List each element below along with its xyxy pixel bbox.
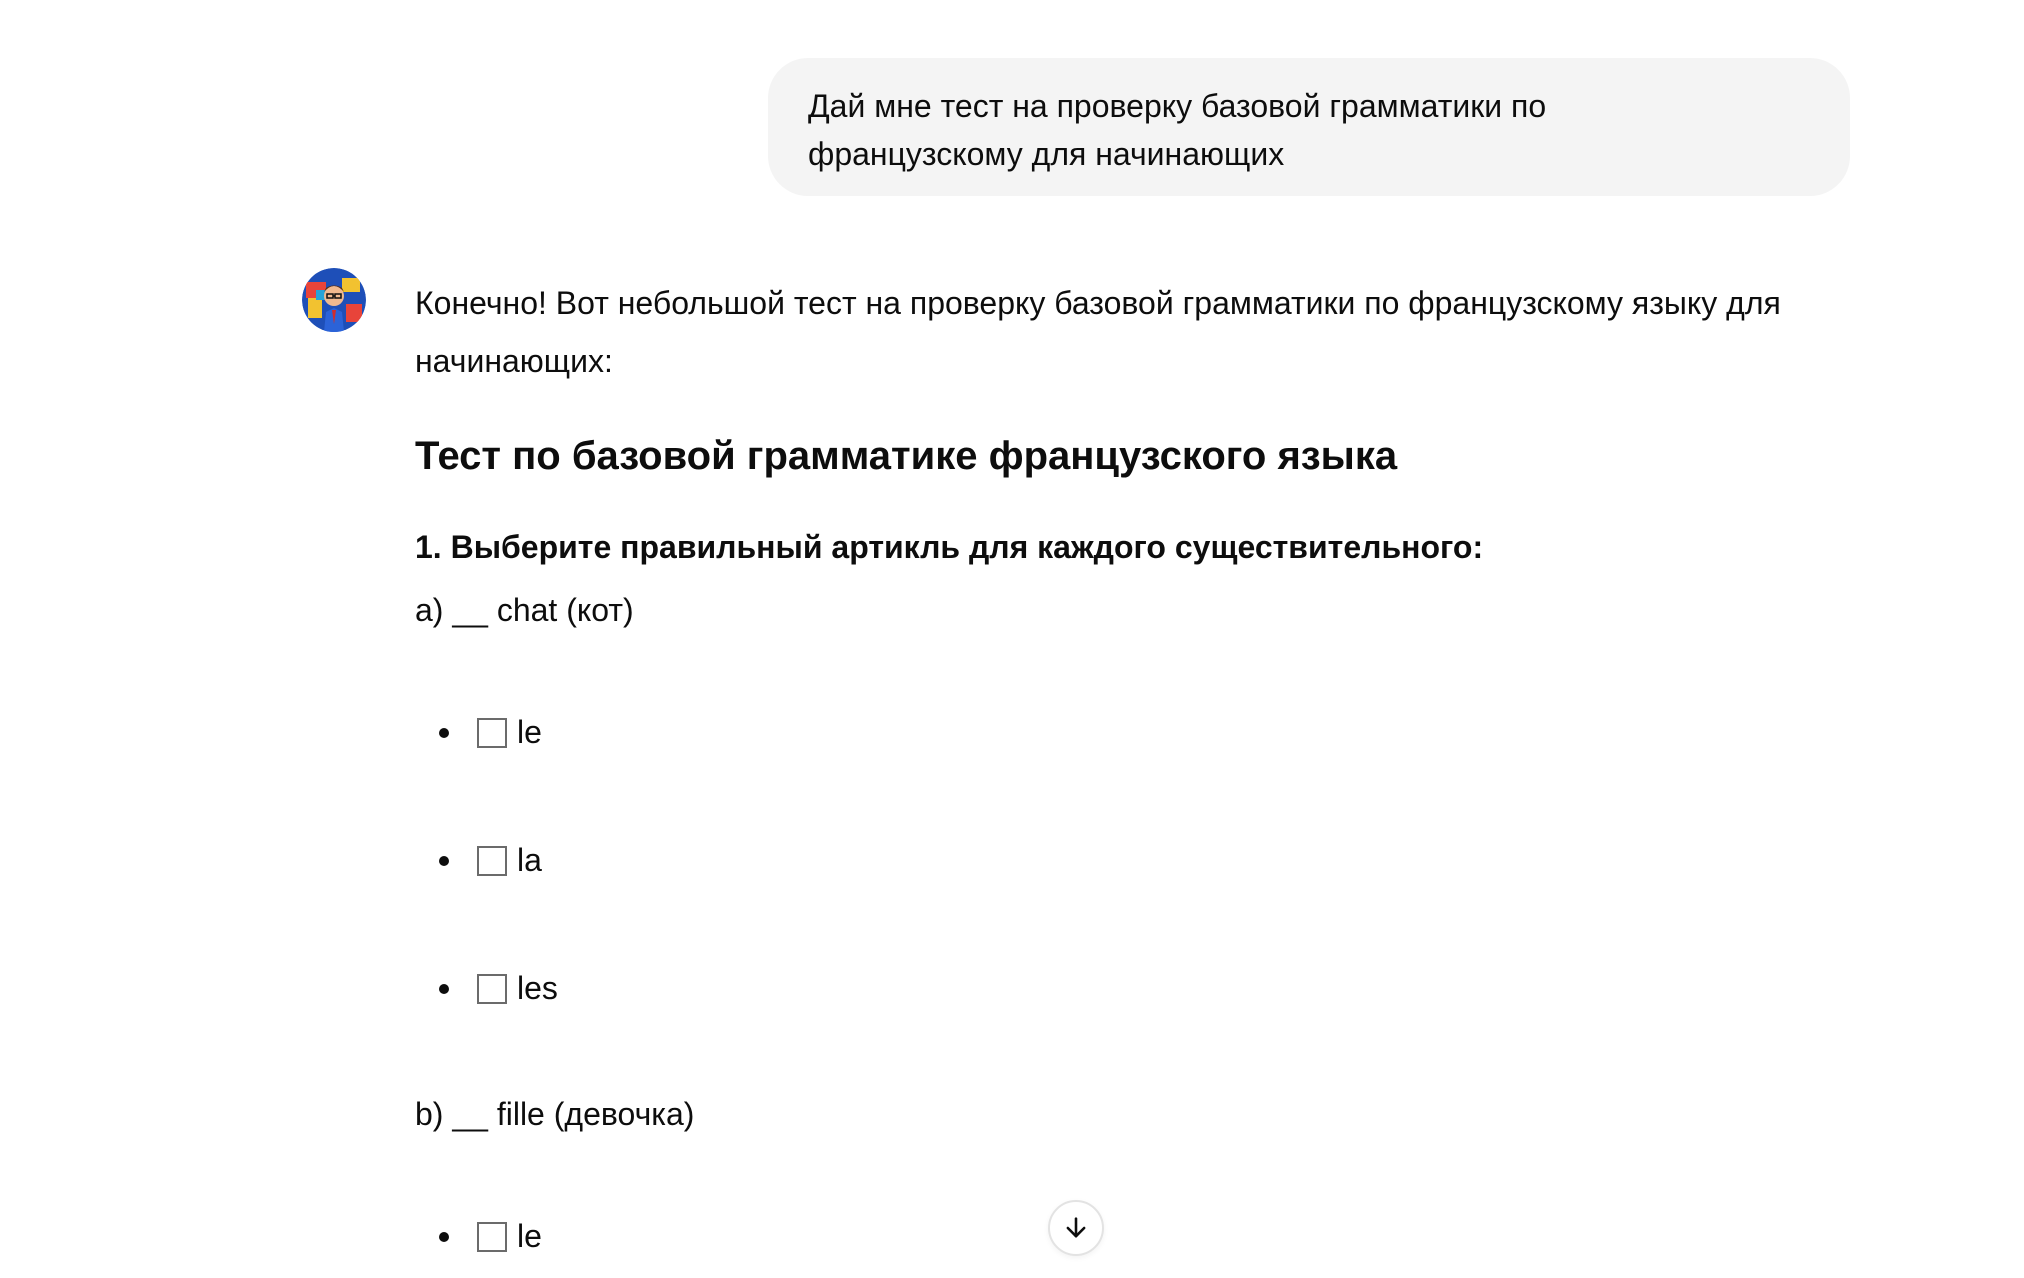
checkbox [477, 1222, 507, 1252]
checkbox [477, 846, 507, 876]
bullet [439, 728, 449, 738]
arrow-down-icon [1062, 1214, 1090, 1242]
option-label: les [517, 970, 558, 1006]
assistant-avatar [302, 268, 366, 332]
option-label: le [517, 714, 542, 750]
bullet [439, 856, 449, 866]
user-message-line-2: французскому для начинающих [808, 136, 1285, 172]
user-message-line-1: Дай мне тест на проверку базовой грамматики по [808, 88, 1547, 124]
checkbox [477, 974, 507, 1004]
option-label: la [517, 842, 542, 878]
list-item [439, 1218, 542, 1255]
bullet [439, 1232, 449, 1242]
item-b-label: b) __ fille (девочка) [415, 1096, 695, 1132]
list-item [439, 970, 558, 1007]
list-item [439, 842, 542, 879]
bullet [439, 984, 449, 994]
option-label: le [517, 1218, 542, 1254]
question-1-heading: 1. Выберите правильный артикль для каждого существительного: [415, 529, 1484, 565]
checkbox [477, 718, 507, 748]
assistant-message [415, 274, 1855, 1254]
assistant-intro: Конечно! Вот небольшой тест на проверку базовой грамматики по французскому языку для начинающих: [415, 285, 1781, 379]
user-message-bubble [768, 58, 1850, 196]
scroll-to-bottom-button[interactable] [1048, 1200, 1104, 1256]
test-title: Тест по базовой грамматике французского языка [415, 434, 1398, 478]
list-item [439, 714, 542, 751]
pop-art-avatar-icon [302, 268, 366, 332]
item-a-label: a) __ chat (кот) [415, 592, 634, 628]
